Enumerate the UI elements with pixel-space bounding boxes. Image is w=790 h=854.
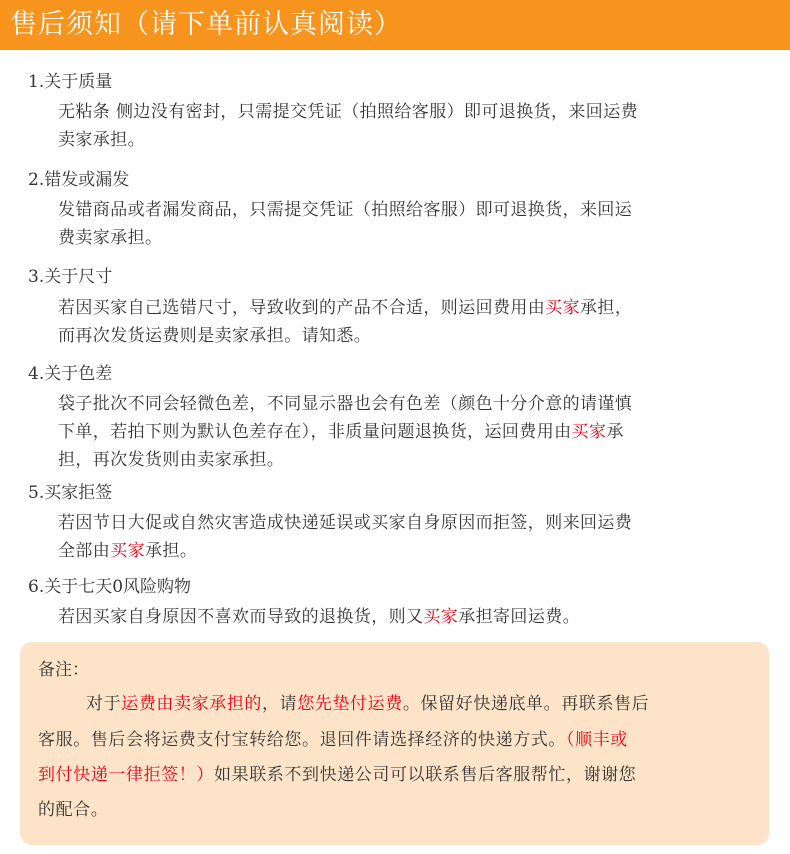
section-2-title: 2.错发或漏发	[28, 170, 130, 190]
highlight-buyer: 买家	[110, 541, 146, 561]
section-1-title: 1.关于质量	[28, 72, 113, 92]
highlight-buyer: 买家	[545, 298, 581, 318]
section-4-line-3: 担，再次发货则由卖家承担。	[58, 450, 285, 470]
section-1-line-2: 卖家承担。	[58, 130, 145, 150]
note-line-2: 客服。售后会将运费支付宝转给您。退回件请选择经济的快递方式。（顺丰或	[38, 730, 628, 750]
highlight-buyer: 买家	[571, 422, 607, 442]
section-4-line-2: 下单，若拍下则为默认色差存在），非质量问题退换货，运回费用由买家承	[58, 422, 624, 442]
section-2-line-1: 发错商品或者漏发商品，只需提交凭证（拍照给客服）即可退换货，来回运	[58, 200, 633, 220]
page-title: 售后须知（请下单前认真阅读）	[10, 9, 402, 40]
note-line-3: 到付快递一律拒签！）如果联系不到快递公司可以联系售后客服帮忙，谢谢您	[38, 765, 637, 785]
section-5-line-1: 若因节日大促或自然灾害造成快递延误或买家自身原因而拒签，则来回运费	[58, 513, 633, 533]
section-5-line-2: 全部由买家承担。	[58, 541, 198, 561]
section-2-line-2: 费卖家承担。	[58, 228, 163, 248]
section-1-line-1: 无粘条 侧边没有密封，只需提交凭证（拍照给客服）即可退换货，来回运费	[58, 102, 639, 122]
highlight-buyer: 买家	[423, 607, 459, 627]
section-4-title: 4.关于色差	[28, 364, 113, 384]
section-3-title: 3.关于尺寸	[28, 267, 113, 287]
note-highlight: （顺丰或	[566, 730, 628, 750]
section-4-line-1: 袋子批次不同会轻微色差，不同显示器也会有色差（颜色十分介意的请谨慎	[58, 394, 633, 414]
section-6-line-1: 若因买家自身原因不喜欢而导致的退换货，则又买家承担寄回运费。	[58, 607, 581, 627]
section-6-title: 6.关于七天0风险购物	[28, 577, 192, 597]
section-5-title: 5.买家拒签	[28, 483, 113, 503]
note-line-4: 的配合。	[38, 800, 109, 820]
note-highlight: 运费由卖家承担的	[121, 694, 263, 714]
section-3-line-2: 而再次发货运费则是卖家承担。请知悉。	[58, 326, 372, 346]
header-banner	[0, 0, 790, 50]
note-label: 备注：	[38, 660, 89, 680]
note-highlight: 到付快递一律拒签！）	[38, 765, 214, 785]
note-highlight: 您先垫付运费	[297, 694, 403, 714]
note-line-1: 对于运费由卖家承担的，请您先垫付运费。保留好快递底单。再联系售后	[38, 694, 650, 714]
section-3-line-1: 若因买家自己选错尺寸，导致收到的产品不合适，则运回费用由买家承担，	[58, 298, 633, 318]
note-box	[20, 642, 769, 845]
